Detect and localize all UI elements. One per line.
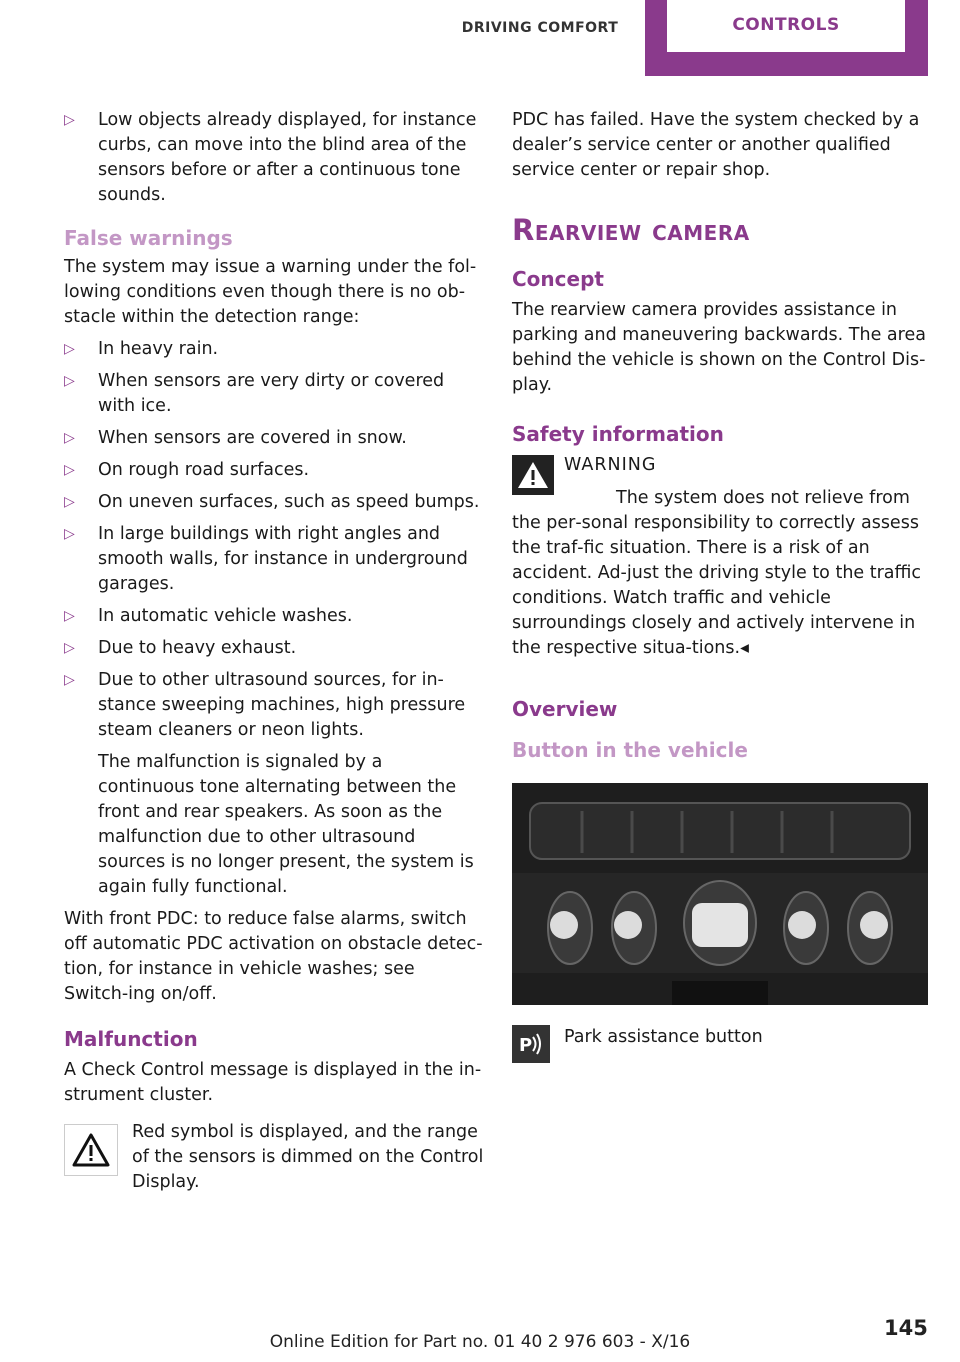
list-item: ▷ In automatic vehicle washes.: [64, 604, 484, 629]
false-warnings-heading: False warnings: [64, 226, 233, 250]
list-item: ▷ Due to heavy exhaust.: [64, 636, 484, 661]
bullet-icon: ▷: [64, 672, 75, 688]
list-item: ▷ Due to other ultrasound sources, for in‐stance sweeping machines, high pressure steam cleaners or neon lights.: [64, 670, 466, 740]
bullet-icon: ▷: [64, 112, 75, 128]
caption-text: Park assistance button: [564, 1027, 763, 1047]
chapter-tab: [645, 0, 928, 76]
warning-block: [512, 453, 930, 661]
bullet-icon: ▷: [64, 608, 75, 624]
list-item: ▷ When sensors are covered in snow.: [64, 426, 484, 451]
malfunction-symbol-block: [64, 1120, 484, 1195]
page-number: 145: [884, 1316, 928, 1340]
overview-heading: Overview: [512, 697, 618, 721]
list-item: ▷ In heavy rain.: [64, 337, 484, 362]
malfunction-symbol-text: Red symbol is displayed, and the range of the sensors is dimmed on the Control Display.: [132, 1122, 484, 1192]
list-item: ▷ On rough road surfaces.: [64, 458, 484, 483]
bullet-icon: ▷: [64, 430, 75, 446]
bullet-icon: ▷: [64, 494, 75, 510]
bullet-icon: ▷: [64, 341, 75, 357]
bullet-icon: ▷: [64, 462, 75, 478]
bullet-icon: ▷: [64, 526, 75, 542]
chapter-tab-label: CONTROLS: [667, 0, 905, 52]
list-item: ▷ In large buildings with right angles and smooth walls, for instance in underground garages.: [64, 524, 468, 594]
section-title: Rearview camera: [512, 213, 750, 247]
caption-row: [512, 1025, 930, 1063]
malfunction-text: A Check Control message is displayed in the in‐strument cluster.: [64, 1060, 482, 1105]
svg-text:P: P: [519, 1035, 533, 1056]
list-item: ▷ On uneven surfaces, such as speed bumps.: [64, 490, 484, 515]
warning-label: WARNING: [564, 455, 657, 475]
dashboard-buttons-photo: [512, 783, 928, 1005]
malfunction-signal-text: The malfunction is signaled by a continuous tone alternating between the front and rear speakers. As soon as the malfunction due to other ultrasound sources is no longer present, the system is again fully functional.: [98, 752, 474, 897]
right-column: [512, 108, 930, 1063]
false-warnings-intro: The system may issue a warning under the fol‐lowing conditions even though there is no ob‐stacle within the detection range:: [64, 257, 477, 327]
warning-triangle-icon: [512, 455, 554, 495]
list-item: ▷ When sensors are very dirty or covered with ice.: [64, 371, 445, 416]
park-assistance-icon: [512, 1025, 550, 1063]
left-column: [64, 108, 484, 1195]
button-location-subheading: Button in the vehicle: [512, 738, 748, 762]
warning-text: The system does not relieve from the per‐sonal responsibility to correctly assess the traf‐fic situation. There is a risk of an accident. Ad‐just the driving style to the traffic conditions. Watch traffic and vehicle surroundings closely and actively intervene in the respective situa‐tions.: [512, 488, 922, 658]
end-mark: ◂: [740, 638, 749, 658]
warning-triangle-icon: [64, 1124, 118, 1176]
bullet-icon: ▷: [64, 373, 75, 389]
concept-text: The rearview camera provides assistance in parking and maneuvering backwards. The area behind the vehicle is shown on the Control Dis‐play.: [512, 300, 926, 395]
safety-heading: Safety information: [512, 422, 724, 446]
pdc-failed-text: PDC has failed. Have the system checked by a dealer’s service center or another qualified service center or repair shop.: [512, 110, 920, 180]
malfunction-heading: Malfunction: [64, 1027, 198, 1051]
list-item: ▷ Low objects already displayed, for instance curbs, can move into the blind area of the sensors before or after a continuous tone sounds.: [64, 110, 477, 205]
footer-edition: Online Edition for Part no. 01 40 2 976 603 - X/16: [269, 1332, 691, 1352]
bullet-icon: ▷: [64, 640, 75, 656]
concept-heading: Concept: [512, 267, 604, 291]
front-pdc-text: With front PDC: to reduce false alarms, switch off automatic PDC activation on obstacle detec‐tion, for instance in vehicle washes; see Switch‐ing on/off.: [64, 909, 483, 1004]
running-header-section: DRIVING COMFORT: [461, 20, 619, 36]
